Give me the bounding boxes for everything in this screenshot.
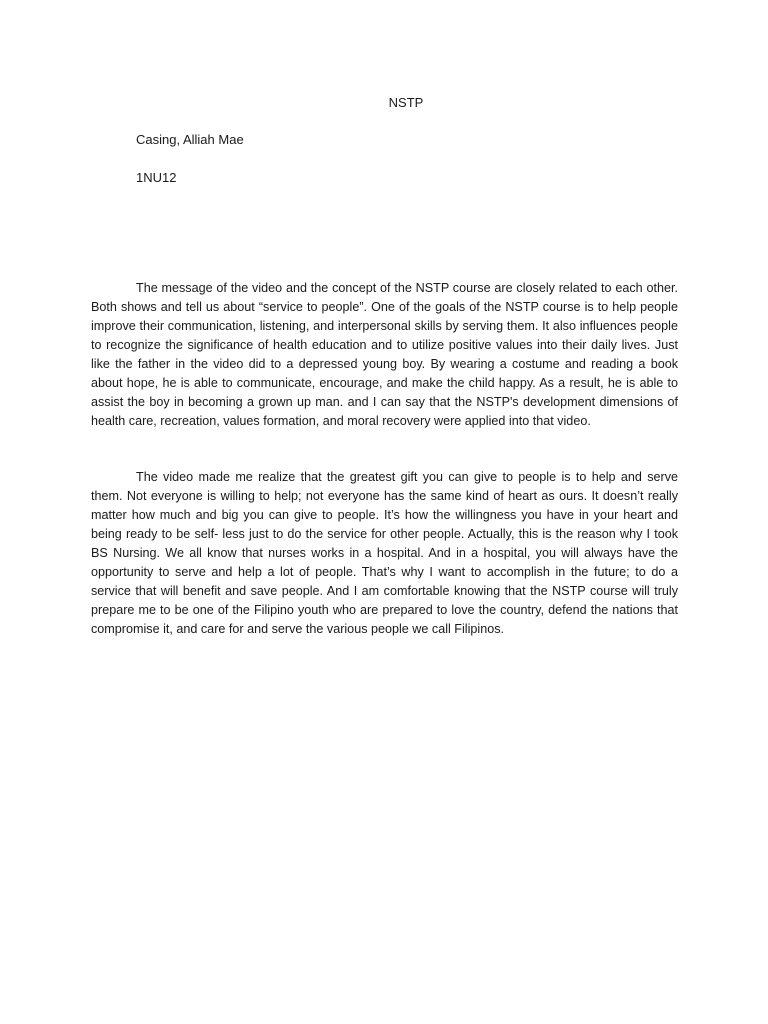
- body-paragraph: [91, 468, 678, 639]
- paragraph-text: The message of the video and the concept of the NSTP course are closely related to each other. Both shows and tell us about “service to people”. One of the goals of the NSTP course is to help people improve their communication, listening, and interpersonal skills by serving them. It also influences people to recognize the significance of health education and to utilize positive values into their daily lives. Just like the father in the video did to a depressed young boy. By wearing a costume and reading a book about hope, he is able to communicate, encourage, and make the child happy. As a result, he is able to assist the boy in becoming a grown up man. and I can say that the NSTP's development dimensions of health care, recreation, values formation, and moral recovery were applied into that video.: [91, 281, 678, 428]
- body-paragraph: [91, 279, 678, 431]
- document-title: NSTP: [388, 95, 424, 110]
- section-code: 1NU12: [136, 170, 177, 185]
- paragraph-text: The video made me realize that the greatest gift you can give to people is to help and serve them. Not everyone is willing to help; not everyone has the same kind of heart as ours. It doesn’t really matter how much and big you can give to people. It’s how the willingness you have in your heart and being ready to be self- less just to do the service for other people. Actually, this is the reason why I took BS Nursing. We all know that nurses works in a hospital. And in a hospital, you will always have the opportunity to serve and help a lot of people. That’s why I want to accomplish in the future; to do a service that will benefit and save people. And I am comfortable knowing that the NSTP course will truly prepare me to be one of the Filipino youth who are prepared to love the country, defend the nations that compromise it, and care for and serve the various people we call Filipinos.: [91, 470, 678, 636]
- author-name: Casing, Alliah Mae: [136, 132, 244, 147]
